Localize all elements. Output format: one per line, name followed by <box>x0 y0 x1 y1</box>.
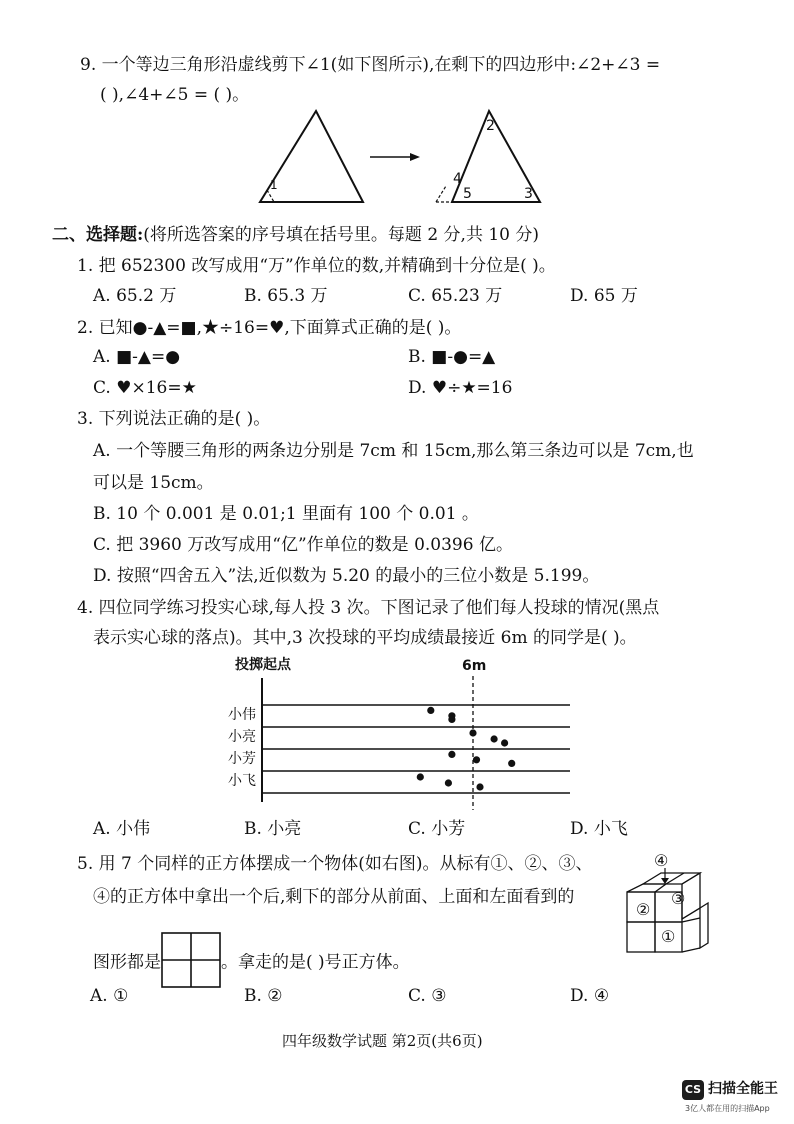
q4-stem-line2: 表示实心球的落点)。其中,3 次投球的平均成绩最接近 6m 的同学是( )。 <box>93 628 637 648</box>
q3-option-d: D. 按照“四舍五入”法,近似数为 5.20 的最小的三位小数是 5.199。 <box>93 566 600 586</box>
q5-option-c: C. ③ <box>408 986 447 1006</box>
q2-option-a: A. ■-▲=● <box>93 347 181 367</box>
q4-start-label: 投掷起点 <box>235 657 291 673</box>
throw-point <box>469 729 476 736</box>
throw-point <box>448 716 455 723</box>
page-footer: 四年级数学试题 第2页(共6页) <box>282 1032 483 1050</box>
q1-option-c: C. 65.23 万 <box>408 286 503 306</box>
section2-title: 二、选择题: <box>52 225 144 245</box>
q5-line3-start: 图形都是 <box>93 952 161 973</box>
q5-line2: ④的正方体中拿出一个后,剩下的部分从前面、上面和左面看到的 <box>93 887 575 907</box>
q3-stem: 3. 下列说法正确的是( )。 <box>77 409 271 429</box>
q1-option-a: A. 65.2 万 <box>93 286 177 306</box>
throw-point <box>491 735 498 742</box>
q5-option-b: B. ② <box>244 986 283 1006</box>
throw-point <box>445 779 452 786</box>
camscanner-logo-icon: CS <box>682 1080 704 1100</box>
q5-line3-end: 。拿走的是( )号正方体。 <box>221 952 410 973</box>
throw-point <box>508 760 515 767</box>
q9-line1: 9. 一个等边三角形沿虚线剪下∠1(如下图所示),在剩下的四边形中:∠2+∠3 = <box>80 55 661 75</box>
cube-label-2: ② <box>636 900 651 919</box>
q1-stem: 1. 把 652300 改写成用“万”作单位的数,并精确到十分位是( )。 <box>77 256 556 276</box>
q9-line2: ( ),∠4+∠5 = ( )。 <box>100 85 250 105</box>
q5-option-a: A. ① <box>90 986 129 1006</box>
row-label-xiaofang: 小芳 <box>228 751 256 767</box>
q4-option-b: B. 小亮 <box>244 819 302 839</box>
throw-point <box>427 707 434 714</box>
throw-point <box>448 751 455 758</box>
row-label-xiaowei: 小伟 <box>228 707 256 723</box>
angle-5-label: 5 <box>463 186 472 202</box>
q2-option-d: D. ♥÷★=16 <box>408 378 513 398</box>
q2-stem: 2. 已知●-▲=■,★÷16=♥,下面算式正确的是( )。 <box>77 318 462 338</box>
q3-option-a-line2: 可以是 15cm。 <box>93 473 214 493</box>
throw-point <box>473 756 480 763</box>
row-label-xiaofei: 小飞 <box>228 773 256 789</box>
q1-option-d: D. 65 万 <box>570 286 638 306</box>
q3-option-a-line1: A. 一个等腰三角形的两条边分别是 7cm 和 15cm,那么第三条边可以是 7cm,也 <box>93 441 694 461</box>
angle-4-label: 4 <box>453 171 462 187</box>
angle-2-label: 2 <box>486 118 495 134</box>
throw-point <box>501 739 508 746</box>
q3-option-c: C. 把 3960 万改写成用“亿”作单位的数是 0.0396 亿。 <box>93 535 513 555</box>
throw-point <box>417 773 424 780</box>
q2-option-b: B. ■-●=▲ <box>408 347 496 367</box>
cube-label-1: ① <box>661 927 676 946</box>
watermark-name: 扫描全能王 <box>708 1081 778 1097</box>
cube-label-3: ③ <box>671 889 686 908</box>
throw-point <box>476 783 483 790</box>
q2-option-c: C. ♥×16=★ <box>93 378 197 398</box>
q4-option-d: D. 小飞 <box>570 819 628 839</box>
row-label-xiaoliang: 小亮 <box>228 729 256 745</box>
q4-stem-line1: 4. 四位同学练习投实心球,每人投 3 次。下图记录了他们每人投球的情况(黑点 <box>77 598 660 618</box>
q1-option-b: B. 65.3 万 <box>244 286 328 306</box>
view-shape-icon <box>161 932 221 994</box>
section2-note: (将所选答案的序号填在括号里。每题 2 分,共 10 分) <box>143 225 540 245</box>
angle-1-label: 1 <box>270 178 278 192</box>
q3-option-b: B. 10 个 0.001 是 0.01;1 里面有 100 个 0.01 。 <box>93 504 479 524</box>
q4-6m-label: 6m <box>462 658 487 674</box>
q5-line1: 5. 用 7 个同样的正方体摆成一个物体(如右图)。从标有①、②、③、 <box>77 854 593 874</box>
q4-option-c: C. 小芳 <box>408 819 466 839</box>
watermark-tagline: 3亿人都在用的扫描App <box>685 1104 770 1113</box>
angle-3-label: 3 <box>524 186 533 202</box>
cube-label-4: ④ <box>654 851 669 870</box>
q4-option-a: A. 小伟 <box>93 819 151 839</box>
q5-option-d: D. ④ <box>570 986 610 1006</box>
